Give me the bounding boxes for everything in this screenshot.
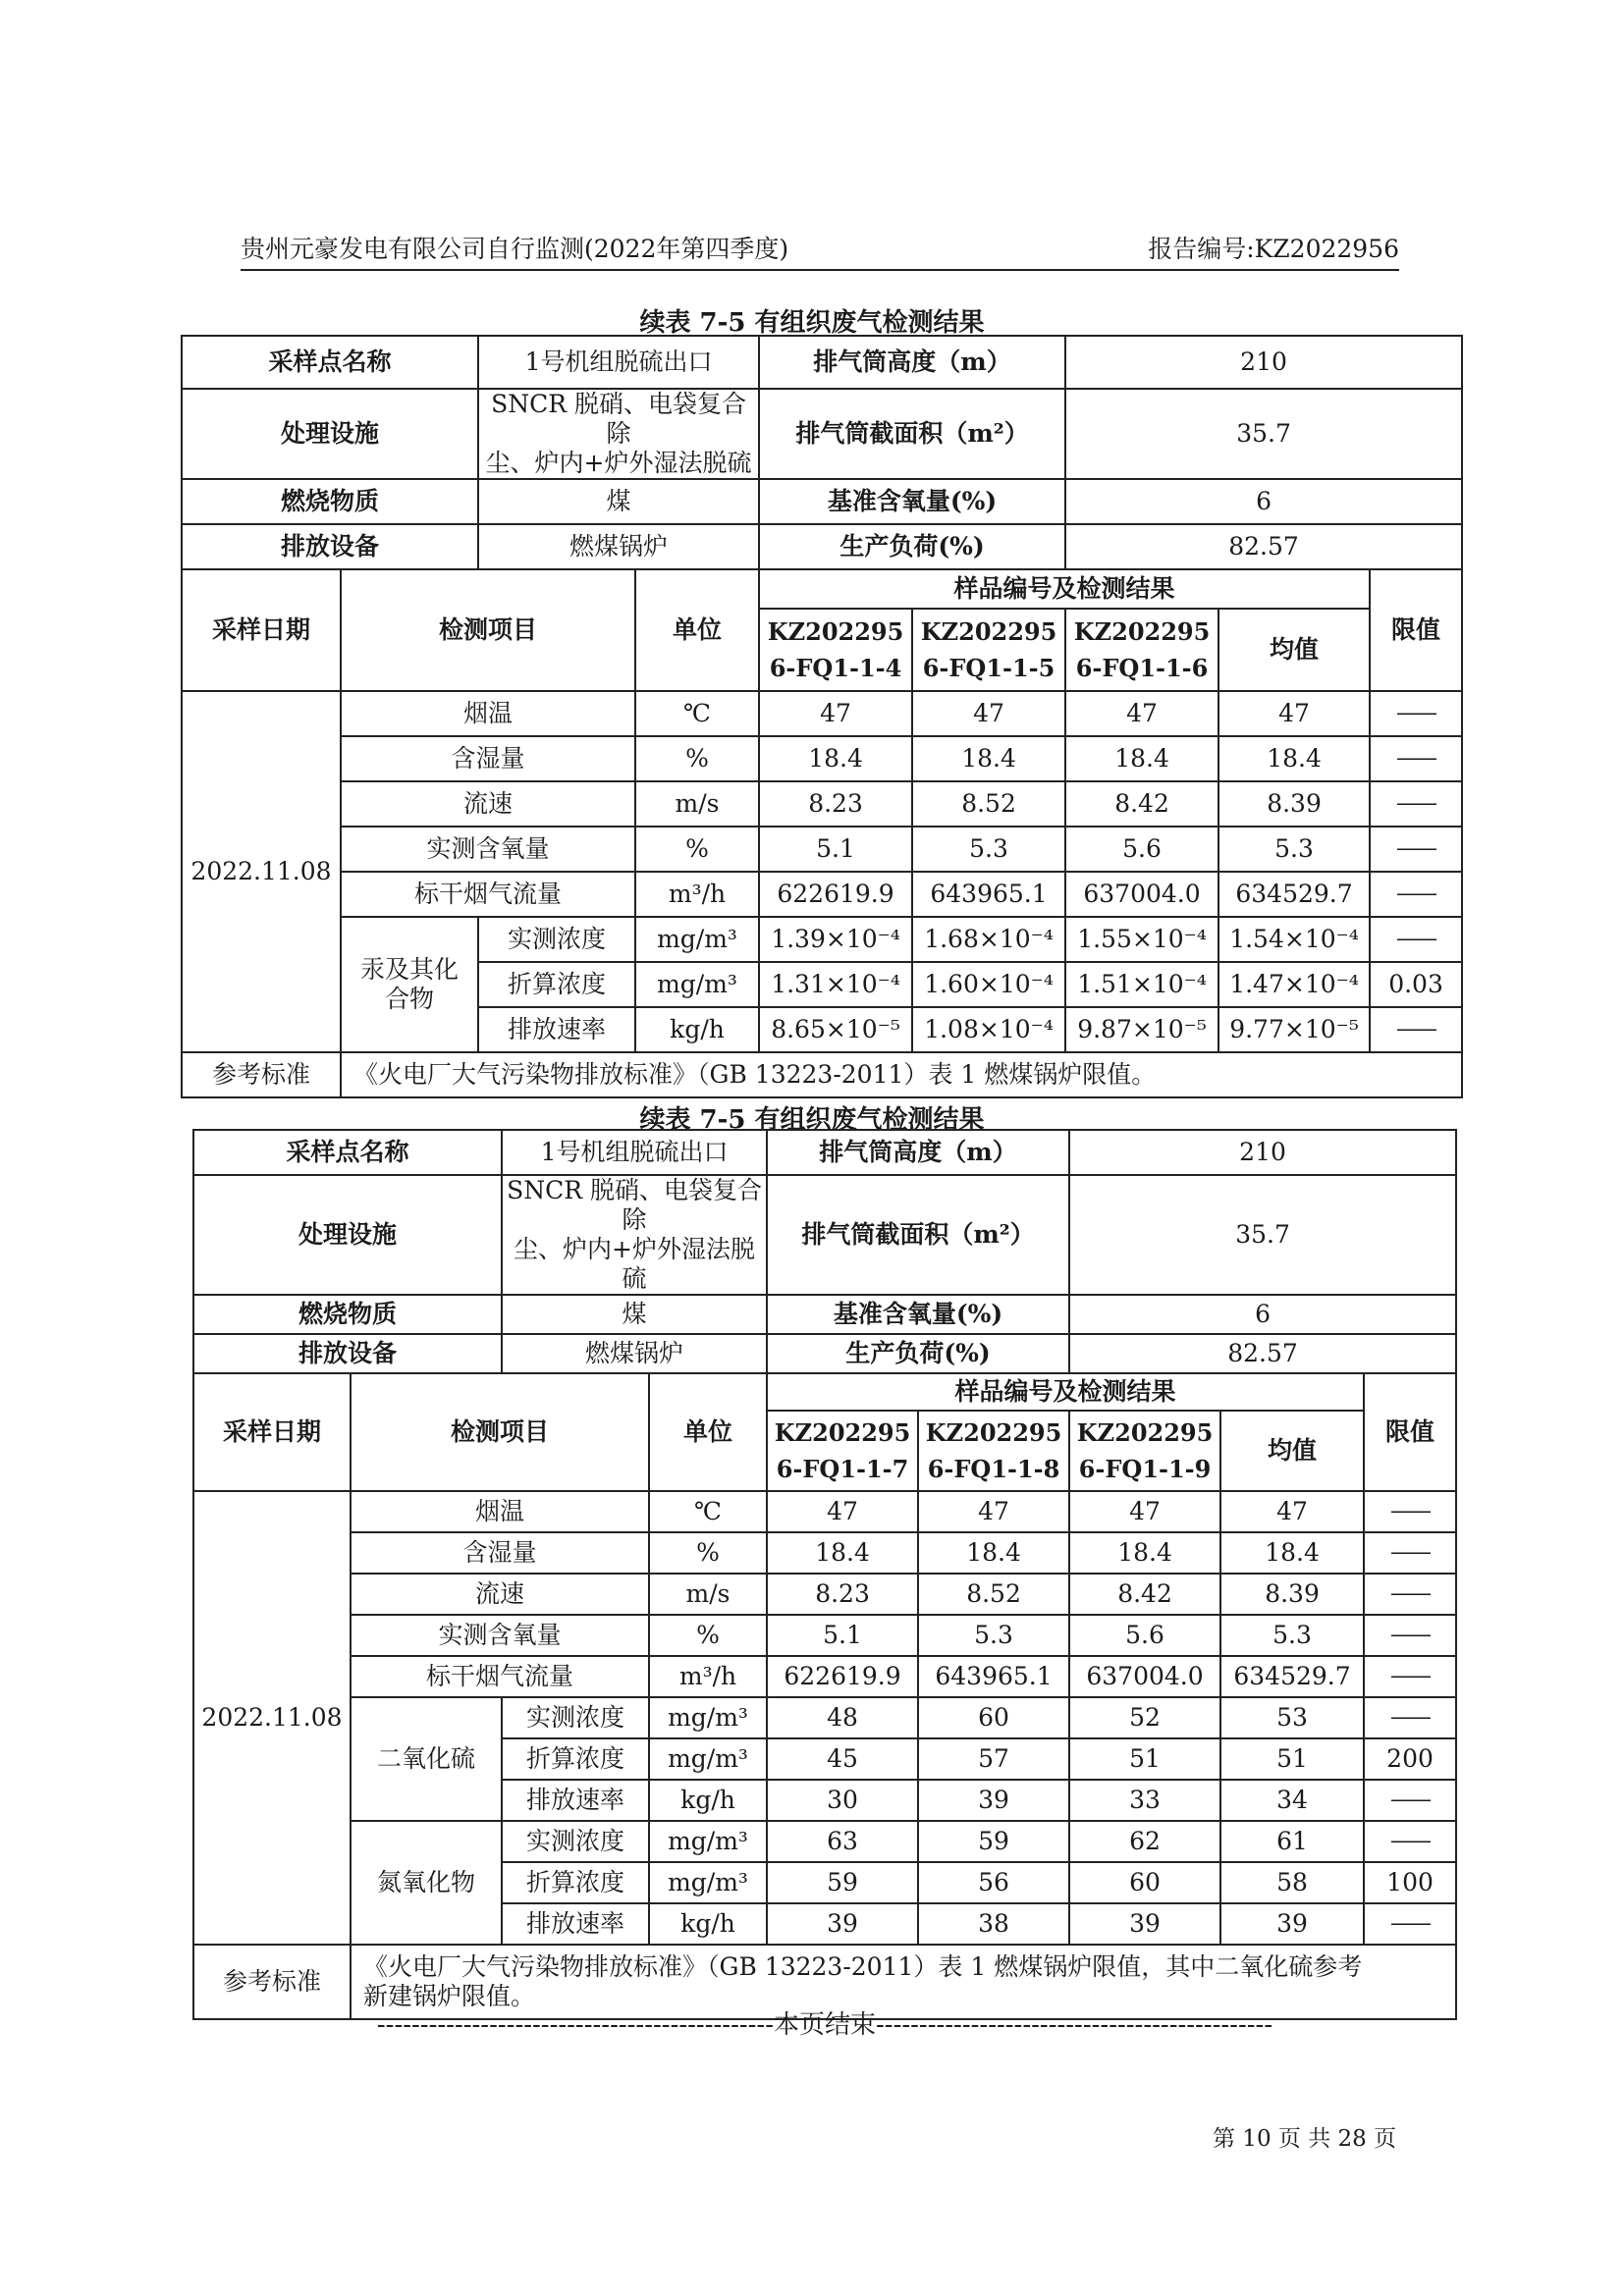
code-line: KZ202295	[767, 616, 904, 646]
average: 1.54×10⁻⁴	[1218, 917, 1370, 962]
value: 18.4	[1065, 736, 1218, 781]
value-load: 82.57	[1065, 524, 1462, 569]
unit: m³/h	[649, 1656, 767, 1697]
value: 47	[767, 1491, 918, 1532]
reference-line-2: 新建锅炉限值。	[363, 1982, 536, 2010]
item-name: 流速	[351, 1574, 649, 1615]
value: 8.23	[767, 1574, 918, 1615]
sample-code	[1069, 1411, 1220, 1491]
unit: m/s	[649, 1574, 767, 1615]
code-line: 6-FQ1-1-4	[769, 654, 902, 682]
unit: kg/h	[635, 1007, 759, 1052]
unit: mg/m³	[649, 1862, 767, 1903]
sample-code	[918, 1411, 1069, 1491]
average: 634529.7	[1220, 1656, 1364, 1697]
unit: mg/m³	[649, 1738, 767, 1780]
group-name-nox: 氮氧化物	[351, 1821, 502, 1945]
unit: %	[649, 1532, 767, 1574]
average: 18.4	[1218, 736, 1370, 781]
code-line: 6-FQ1-1-9	[1078, 1455, 1212, 1483]
limit: 200	[1364, 1738, 1456, 1780]
value: 63	[767, 1821, 918, 1862]
value: 47	[918, 1491, 1069, 1532]
reference-standard: 《火电厂大气污染物排放标准》（GB 13223-2011）表 1 燃煤锅炉限值。	[341, 1052, 1462, 1097]
value-area: 35.7	[1069, 1175, 1456, 1295]
table1	[181, 335, 1463, 1098]
sample-code	[767, 1411, 918, 1491]
code-line: 6-FQ1-1-5	[922, 654, 1056, 682]
item-name: 标干烟气流量	[351, 1656, 649, 1697]
average: 51	[1220, 1738, 1364, 1780]
average: 39	[1220, 1903, 1364, 1945]
value-site: 1号机组脱硫出口	[502, 1130, 767, 1175]
code-line: 6-FQ1-1-6	[1075, 654, 1209, 682]
code-line: KZ202295	[925, 1417, 1062, 1447]
item-name: 流速	[341, 781, 635, 827]
value: 5.6	[1069, 1615, 1220, 1656]
limit: 100	[1364, 1862, 1456, 1903]
value: 52	[1069, 1697, 1220, 1738]
label-load: 生产负荷(%)	[759, 524, 1065, 569]
sub-item: 排放速率	[502, 1903, 649, 1945]
sub-item: 实测浓度	[478, 917, 635, 962]
value: 1.08×10⁻⁴	[912, 1007, 1065, 1052]
value: 60	[918, 1697, 1069, 1738]
label-fuel: 燃烧物质	[193, 1295, 502, 1334]
value: 8.42	[1069, 1574, 1220, 1615]
value-stack-height: 210	[1069, 1130, 1456, 1175]
value: 47	[1069, 1491, 1220, 1532]
item-name: 含湿量	[341, 736, 635, 781]
value: 8.42	[1065, 781, 1218, 827]
value: 1.39×10⁻⁴	[759, 917, 912, 962]
limit: ——	[1370, 691, 1462, 736]
average: 8.39	[1218, 781, 1370, 827]
value-device: 燃煤锅炉	[502, 1334, 767, 1373]
sub-item: 折算浓度	[502, 1862, 649, 1903]
value-area: 35.7	[1065, 389, 1462, 479]
limit: ——	[1370, 917, 1462, 962]
item-name: 实测含氧量	[341, 827, 635, 872]
limit: ——	[1370, 827, 1462, 872]
average: 1.47×10⁻⁴	[1218, 962, 1370, 1007]
facility-line-2: 尘、炉内+炉外湿法脱硫	[485, 449, 752, 477]
label-site: 采样点名称	[182, 336, 478, 389]
limit: ——	[1364, 1615, 1456, 1656]
value: 643965.1	[918, 1656, 1069, 1697]
value: 45	[767, 1738, 918, 1780]
head-unit: 单位	[649, 1373, 767, 1491]
value: 1.51×10⁻⁴	[1065, 962, 1218, 1007]
unit: %	[635, 736, 759, 781]
value-facility	[502, 1175, 767, 1295]
sub-item: 折算浓度	[502, 1738, 649, 1780]
average: 47	[1220, 1491, 1364, 1532]
page-number: 第 10 页 共 28 页	[1213, 2126, 1397, 2152]
average: 34	[1220, 1780, 1364, 1821]
value-fuel: 煤	[502, 1295, 767, 1334]
label-device: 排放设备	[182, 524, 478, 569]
value: 1.55×10⁻⁴	[1065, 917, 1218, 962]
value: 60	[1069, 1862, 1220, 1903]
value-stack-height: 210	[1065, 336, 1462, 389]
label-device: 排放设备	[193, 1334, 502, 1373]
limit: ——	[1364, 1903, 1456, 1945]
average: 9.77×10⁻⁵	[1218, 1007, 1370, 1052]
label-fuel: 燃烧物质	[182, 479, 478, 524]
value: 38	[918, 1903, 1069, 1945]
label-reference: 参考标准	[182, 1052, 341, 1097]
value: 8.23	[759, 781, 912, 827]
value: 9.87×10⁻⁵	[1065, 1007, 1218, 1052]
limit: ——	[1370, 781, 1462, 827]
value: 18.4	[912, 736, 1065, 781]
limit: 0.03	[1370, 962, 1462, 1007]
value: 59	[918, 1821, 1069, 1862]
code-line: 6-FQ1-1-8	[927, 1455, 1060, 1483]
sub-item: 折算浓度	[478, 962, 635, 1007]
value: 5.3	[918, 1615, 1069, 1656]
value: 637004.0	[1065, 872, 1218, 917]
group-name-line: 合物	[385, 985, 435, 1013]
value: 18.4	[918, 1532, 1069, 1574]
code-line: KZ202295	[1076, 1417, 1214, 1447]
head-limit: 限值	[1370, 569, 1462, 691]
unit: m/s	[635, 781, 759, 827]
label-facility: 处理设施	[182, 389, 478, 479]
value: 8.52	[912, 781, 1065, 827]
unit: m³/h	[635, 872, 759, 917]
value: 47	[1065, 691, 1218, 736]
value: 39	[1069, 1903, 1220, 1945]
value: 5.6	[1065, 827, 1218, 872]
group-name-line: 汞及其化	[360, 955, 460, 984]
value: 637004.0	[1069, 1656, 1220, 1697]
sample-code	[912, 609, 1065, 691]
unit: ℃	[635, 691, 759, 736]
value: 8.65×10⁻⁵	[759, 1007, 912, 1052]
value: 5.3	[912, 827, 1065, 872]
head-avg: 均值	[1218, 609, 1370, 691]
unit: %	[649, 1615, 767, 1656]
label-facility: 处理设施	[193, 1175, 502, 1295]
code-line: 6-FQ1-1-7	[776, 1455, 909, 1483]
code-line: KZ202295	[774, 1417, 911, 1447]
sub-item: 实测浓度	[502, 1697, 649, 1738]
label-stack-height: 排气筒高度（m）	[759, 336, 1065, 389]
limit: ——	[1364, 1532, 1456, 1574]
unit: kg/h	[649, 1780, 767, 1821]
limit: ——	[1370, 1007, 1462, 1052]
table1-caption: 续表 7-5 有组织废气检测结果	[639, 308, 985, 338]
value-site: 1号机组脱硫出口	[478, 336, 759, 389]
value: 18.4	[767, 1532, 918, 1574]
average: 634529.7	[1218, 872, 1370, 917]
label-stack-height: 排气筒高度（m）	[767, 1130, 1069, 1175]
table2	[192, 1129, 1457, 2020]
code-line: KZ202295	[1073, 616, 1211, 646]
value: 51	[1069, 1738, 1220, 1780]
value-fuel: 煤	[478, 479, 759, 524]
sampling-date: 2022.11.08	[193, 1491, 351, 1945]
value-facility	[478, 389, 759, 479]
table2-caption: 续表 7-5 有组织废气检测结果	[639, 1105, 985, 1135]
item-name: 标干烟气流量	[341, 872, 635, 917]
average: 8.39	[1220, 1574, 1364, 1615]
item-name: 烟温	[351, 1491, 649, 1532]
value: 47	[912, 691, 1065, 736]
group-name-so2: 二氧化硫	[351, 1697, 502, 1821]
value: 39	[767, 1903, 918, 1945]
unit: mg/m³	[635, 917, 759, 962]
value: 48	[767, 1697, 918, 1738]
reference-line-1: 《火电厂大气污染物排放标准》（GB 13223-2011）表 1 燃煤锅炉限值，其中二氧化硫参考	[363, 1952, 1363, 1981]
page-header	[241, 228, 1399, 271]
limit: ——	[1370, 872, 1462, 917]
unit: mg/m³	[635, 962, 759, 1007]
average: 47	[1218, 691, 1370, 736]
value-o2-ref: 6	[1065, 479, 1462, 524]
unit: kg/h	[649, 1903, 767, 1945]
value: 643965.1	[912, 872, 1065, 917]
average: 5.3	[1218, 827, 1370, 872]
limit: ——	[1364, 1656, 1456, 1697]
label-area: 排气筒截面积（m²）	[759, 389, 1065, 479]
head-item: 检测项目	[341, 569, 635, 691]
value: 5.1	[767, 1615, 918, 1656]
value-o2-ref: 6	[1069, 1295, 1456, 1334]
head-date: 采样日期	[193, 1373, 351, 1491]
item-name: 烟温	[341, 691, 635, 736]
facility-line-2: 尘、炉内+炉外湿法脱硫	[514, 1235, 755, 1293]
item-name: 实测含氧量	[351, 1615, 649, 1656]
limit: ——	[1364, 1574, 1456, 1615]
head-results: 样品编号及检测结果	[767, 1373, 1364, 1411]
head-item: 检测项目	[351, 1373, 649, 1491]
average: 5.3	[1220, 1615, 1364, 1656]
limit: ——	[1364, 1697, 1456, 1738]
value: 56	[918, 1862, 1069, 1903]
value-load: 82.57	[1069, 1334, 1456, 1373]
unit: %	[635, 827, 759, 872]
average: 53	[1220, 1697, 1364, 1738]
sampling-date: 2022.11.08	[182, 691, 341, 1052]
sub-item: 排放速率	[478, 1007, 635, 1052]
facility-line-1: SNCR 脱硝、电袋复合除	[507, 1176, 762, 1234]
sample-code	[1065, 609, 1218, 691]
unit: ℃	[649, 1491, 767, 1532]
unit: mg/m³	[649, 1821, 767, 1862]
sub-item: 实测浓度	[502, 1821, 649, 1862]
sub-item: 排放速率	[502, 1780, 649, 1821]
value: 59	[767, 1862, 918, 1903]
value: 39	[918, 1780, 1069, 1821]
average: 18.4	[1220, 1532, 1364, 1574]
value: 622619.9	[767, 1656, 918, 1697]
item-name: 含湿量	[351, 1532, 649, 1574]
average: 58	[1220, 1862, 1364, 1903]
label-reference: 参考标准	[193, 1945, 351, 2019]
sample-code	[759, 609, 912, 691]
head-avg: 均值	[1220, 1411, 1364, 1491]
head-unit: 单位	[635, 569, 759, 691]
limit: ——	[1370, 736, 1462, 781]
value: 33	[1069, 1780, 1220, 1821]
value: 1.60×10⁻⁴	[912, 962, 1065, 1007]
label-o2-ref: 基准含氧量(%)	[759, 479, 1065, 524]
average: 61	[1220, 1821, 1364, 1862]
value: 5.1	[759, 827, 912, 872]
limit: ——	[1364, 1821, 1456, 1862]
page-end-marker: ----------------------------------------------本页结束----------------------------------------------	[376, 2010, 1273, 2040]
limit: ——	[1364, 1780, 1456, 1821]
limit: ——	[1364, 1491, 1456, 1532]
value: 18.4	[759, 736, 912, 781]
label-o2-ref: 基准含氧量(%)	[767, 1295, 1069, 1334]
value: 8.52	[918, 1574, 1069, 1615]
unit: mg/m³	[649, 1697, 767, 1738]
head-results: 样品编号及检测结果	[759, 569, 1370, 609]
head-limit: 限值	[1364, 1373, 1456, 1491]
report-title: 贵州元豪发电有限公司自行监测(2022年第四季度)	[241, 235, 789, 263]
value-device: 燃煤锅炉	[478, 524, 759, 569]
report-number: 报告编号:KZ2022956	[1148, 235, 1399, 263]
label-site: 采样点名称	[193, 1130, 502, 1175]
label-area: 排气筒截面积（m²）	[767, 1175, 1069, 1295]
group-name-mercury	[341, 917, 478, 1052]
value: 1.68×10⁻⁴	[912, 917, 1065, 962]
label-load: 生产负荷(%)	[767, 1334, 1069, 1373]
code-line: KZ202295	[920, 616, 1057, 646]
value: 30	[767, 1780, 918, 1821]
value: 62	[1069, 1821, 1220, 1862]
value: 18.4	[1069, 1532, 1220, 1574]
value: 1.31×10⁻⁴	[759, 962, 912, 1007]
facility-line-1: SNCR 脱硝、电袋复合除	[491, 390, 746, 448]
head-date: 采样日期	[182, 569, 341, 691]
value: 47	[759, 691, 912, 736]
value: 57	[918, 1738, 1069, 1780]
value: 622619.9	[759, 872, 912, 917]
